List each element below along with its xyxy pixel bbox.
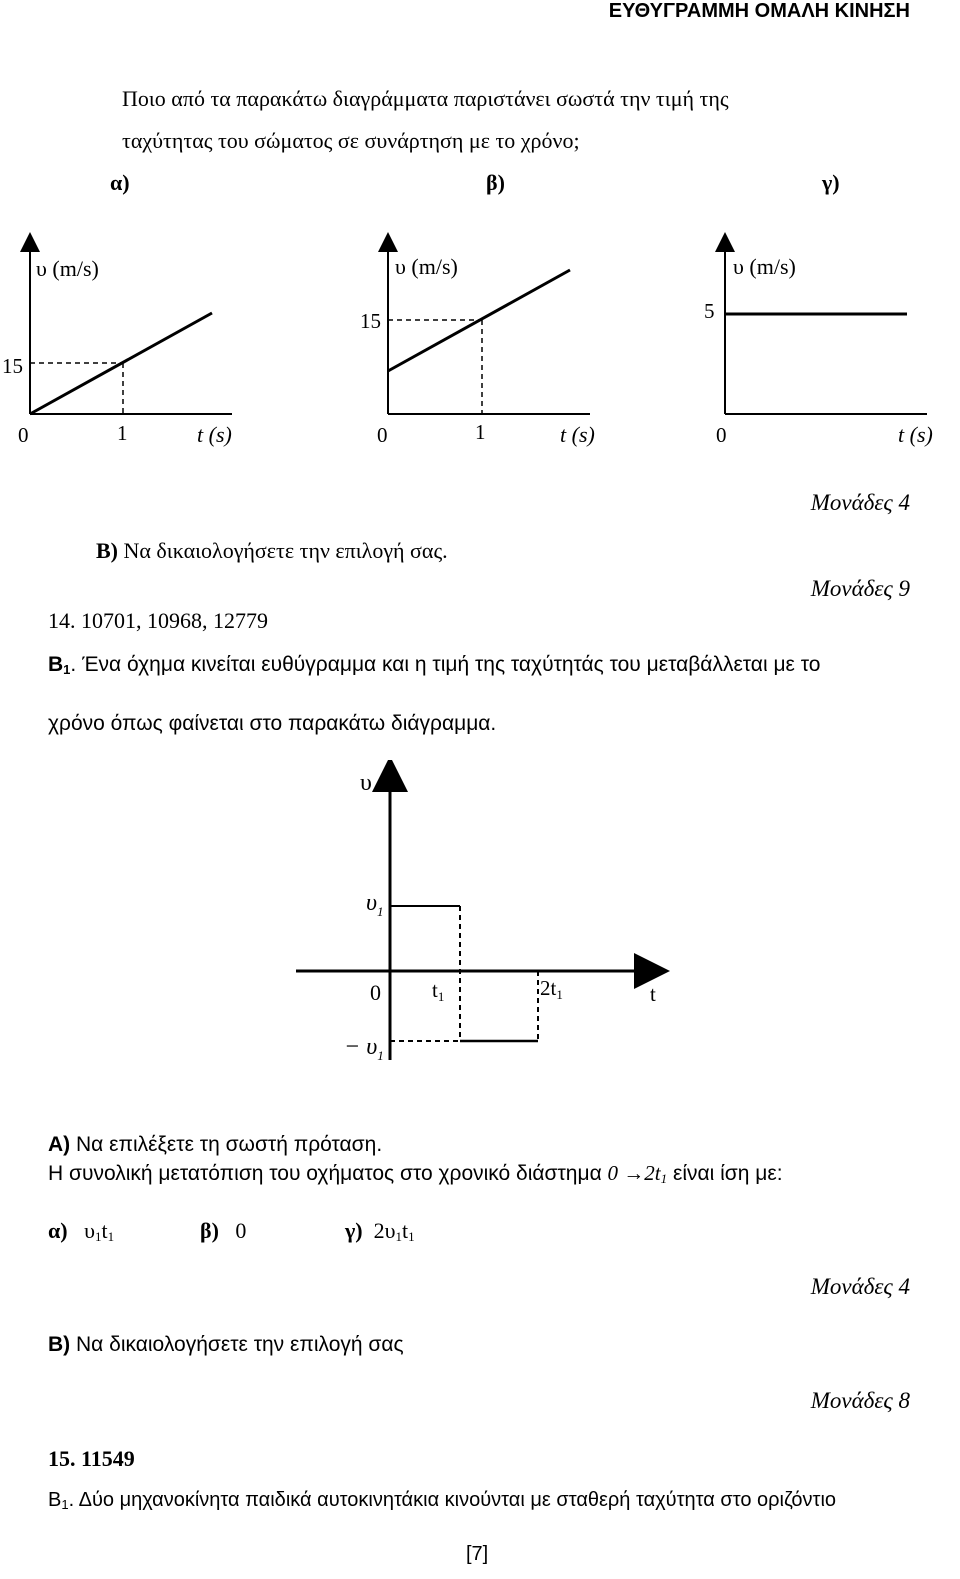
q14-diagram bbox=[290, 760, 710, 1080]
q14-text-line2: χρόνο όπως φαίνεται στο παρακάτω διάγραμμα. bbox=[48, 712, 497, 735]
q14-marks-a: Μονάδες 4 bbox=[810, 1274, 910, 1299]
q14-part-a-text: Να επιλέξετε τη σωστή πρόταση. bbox=[76, 1133, 383, 1156]
q14-text-line1: $B_1$. Ένα όχημα κινείται ευθύγραμμα και η τιμή της ταχύτητάς του μεταβάλλεται με το bbox=[48, 653, 821, 677]
q14-diagram-2t1: 2t1 bbox=[540, 976, 563, 1002]
q14-diagram-neg-v1: − $\upsilon_1$ bbox=[344, 1034, 384, 1063]
q14-b1-label: $B_1$ bbox=[48, 653, 71, 677]
graph-c-ylabel: υ (m/s) bbox=[733, 254, 796, 279]
q14-part-b-text: Να δικαιολογήσετε την επιλογή σας bbox=[76, 1333, 404, 1356]
q13-part-b-text: Να δικαιολογήσετε την επιλογή σας. bbox=[123, 538, 448, 563]
q13-marks-b: Μονάδες 9 bbox=[810, 576, 910, 601]
q14-part-a bbox=[48, 1133, 382, 1157]
graph-a-ylabel: υ (m/s) bbox=[36, 256, 99, 281]
q13-prompt-line2: ταχύτητας του σώματος σε συνάρτηση με το χρόνο; bbox=[122, 128, 580, 153]
q13-part-b-label: Β) bbox=[96, 538, 118, 563]
q14-diagram-t1: t1 bbox=[432, 978, 445, 1004]
q15-text: $B_1$. Δύο μηχανοκίνητα παιδικά αυτοκινητάκια κινούνται με σταθερή ταχύτητα στο οριζόντιο bbox=[48, 1489, 837, 1512]
q14-part-a-label: Α) bbox=[48, 1133, 71, 1156]
q13-marks-a: Μονάδες 4 bbox=[810, 490, 910, 515]
graph-b-ytick: 15 bbox=[360, 309, 381, 333]
graph-a-ytick: 15 bbox=[2, 354, 23, 378]
graph-a-origin: 0 bbox=[18, 423, 29, 447]
page-number: [7] bbox=[466, 1543, 489, 1565]
q13-prompt-line1: Ποιο από τα παρακάτω διαγράμματα παριστάνει σωστά την τιμή της bbox=[122, 86, 729, 111]
graph-c-label: γ) bbox=[822, 170, 840, 195]
page-header-title: ΕΥΘΥΓΡΑΜΜΗ ΟΜΑΛΗ ΚΙΝΗΣΗ bbox=[608, 0, 910, 22]
q14-text: Ένα όχημα κινείται ευθύγραμμα και η τιμή της ταχύτητάς του μεταβάλλεται με το bbox=[82, 653, 821, 676]
q15-b1-label: $B_1$ bbox=[48, 1489, 69, 1512]
graph-c-xlabel: t (s) bbox=[898, 422, 933, 447]
graph-b-origin: 0 bbox=[377, 423, 388, 447]
q14-marks-b: Μονάδες 8 bbox=[810, 1388, 910, 1413]
q14-statement-expr: $0 \to 2t_1$ bbox=[607, 1161, 668, 1186]
graph-a bbox=[0, 230, 260, 455]
q14-option-b: β) 0 bbox=[200, 1218, 247, 1243]
graph-b-xtick: 1 bbox=[475, 420, 486, 444]
q14-diagram-v1: $\upsilon_1$ bbox=[366, 890, 384, 919]
graph-c-ytick: 5 bbox=[704, 299, 715, 323]
q14-diagram-ylabel: υ bbox=[360, 770, 372, 796]
q14-part-b bbox=[48, 1333, 404, 1357]
graph-b-ylabel: υ (m/s) bbox=[395, 254, 458, 279]
graph-a-label: α) bbox=[110, 170, 130, 195]
graph-b-xlabel: t (s) bbox=[560, 422, 595, 447]
q15-number: 15. 11549 bbox=[48, 1446, 135, 1471]
graph-a-xtick: 1 bbox=[117, 421, 128, 445]
graph-a-xlabel: t (s) bbox=[197, 422, 232, 447]
q14-option-a: α) $\upsilon_1t_1$ bbox=[48, 1218, 115, 1244]
q14-diagram-xlabel: t bbox=[650, 982, 656, 1006]
graph-b-label: β) bbox=[486, 170, 505, 195]
q14-option-c: γ) $2\upsilon_1t_1$ bbox=[345, 1218, 415, 1244]
q13-part-b bbox=[96, 538, 448, 564]
q14-part-b-label: Β) bbox=[48, 1333, 71, 1356]
q14-number: 14. 10701, 10968, 12779 bbox=[48, 608, 268, 633]
q14-diagram-origin: 0 bbox=[370, 980, 381, 1005]
graph-c-origin: 0 bbox=[716, 423, 727, 447]
graph-b bbox=[355, 230, 615, 455]
q14-statement: Η συνολική μετατόπιση του οχήματος στο χρονικό διάστημα $0 \to 2t_1$ είναι ίση με: bbox=[48, 1161, 783, 1186]
graph-c bbox=[695, 230, 955, 455]
